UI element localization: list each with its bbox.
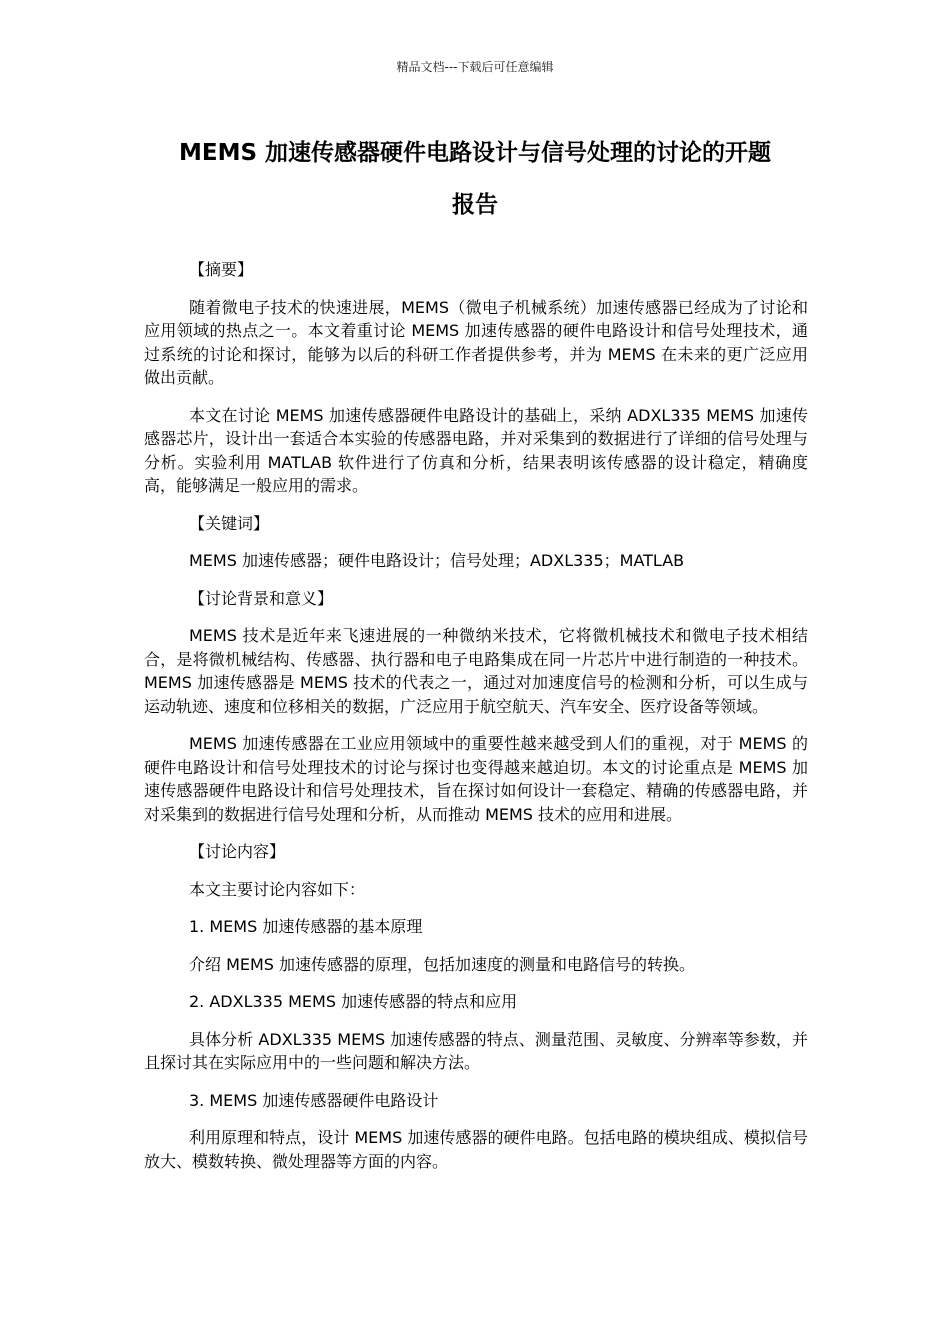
section-heading-keywords: 【关键词】 [189,513,270,533]
header-note: 精品文档---下载后可任意编辑 [396,60,554,74]
list-item-3-title: 3. MEMS 加速传感器硬件电路设计 [189,1090,439,1110]
title-line-1: MEMS 加速传感器硬件电路设计与信号处理的讨论的开题 [178,140,772,166]
paragraph-keywords: MEMS 加速传感器；硬件电路设计；信号处理；ADXL335；MATLAB [189,551,685,570]
paragraph-abstract-2: 本文在讨论 MEMS 加速传感器硬件电路设计的基础上，采纳 ADXL335 MEMS 加速传感器芯片，设计出一套适合本实验的传感器电路，并对采集到的数据进行了详细的信号处理与分析。实验利用 MATLAB 软件进行了仿真和分析，结果表明该传感器的设计稳定，精确度高，能够满足一般应用的需求。 [144,405,808,495]
paragraph-content-intro: 本文主要讨论内容如下： [189,879,366,899]
list-item-1-title: 1. MEMS 加速传感器的基本原理 [189,917,423,936]
title-line-2: 报告 [452,192,498,218]
list-item-2-title: 2. ADXL335 MEMS 加速传感器的特点和应用 [189,992,518,1011]
paragraph-background-2: MEMS 加速传感器在工业应用领域中的重要性越来越受到人们的重视，对于 MEMS 的硬件电路设计和信号处理技术的讨论与探讨也变得越来越迫切。本文的讨论重点是 MEMS 加速传感器硬件电路设计和信号处理技术，旨在探讨如何设计一套稳定、精确的传感器电路，并对采集到的数据进行信号处理和分析，从而推动 MEMS 技术的应用和进展。 [144,734,808,824]
section-heading-abstract: 【摘要】 [189,260,254,279]
paragraph-background-1: MEMS 技术是近年来飞速进展的一种微纳米技术，它将微机械技术和微电子技术相结合，是将微机械结构、传感器、执行器和电子电路集成在同一片芯片中进行制造的一种技术。MEMS 加速传感器是 MEMS 技术的代表之一，通过对加速度信号的检测和分析，可以生成与运动轨迹、速度和位移相关的数据，广泛应用于航空航天、汽车安全、医疗设备等领域。 [144,626,808,716]
list-item-1-text: 介绍 MEMS 加速传感器的原理，包括加速度的测量和电路信号的转换。 [189,954,696,974]
list-item-2-text: 具体分析 ADXL335 MEMS 加速传感器的特点、测量范围、灵敏度、分辨率等参数，并且探讨其在实际应用中的一些问题和解决方法。 [144,1029,808,1072]
document-body [144,258,808,1187]
document-title [120,127,830,231]
list-item-3-text: 利用原理和特点，设计 MEMS 加速传感器的硬件电路。包括电路的模块组成、模拟信号放大、模数转换、微处理器等方面的内容。 [144,1128,808,1171]
paragraph-abstract-1: 随着微电子技术的快速进展，MEMS（微电子机械系统）加速传感器已经成为了讨论和应用领域的热点之一。本文着重讨论 MEMS 加速传感器的硬件电路设计和信号处理技术，通过系统的讨论和探讨，能够为以后的科研工作者提供参考，并为 MEMS 在未来的更广泛应用做出贡献。 [144,297,808,387]
section-heading-background: 【讨论背景和意义】 [189,588,334,608]
section-heading-content: 【讨论内容】 [189,842,286,861]
